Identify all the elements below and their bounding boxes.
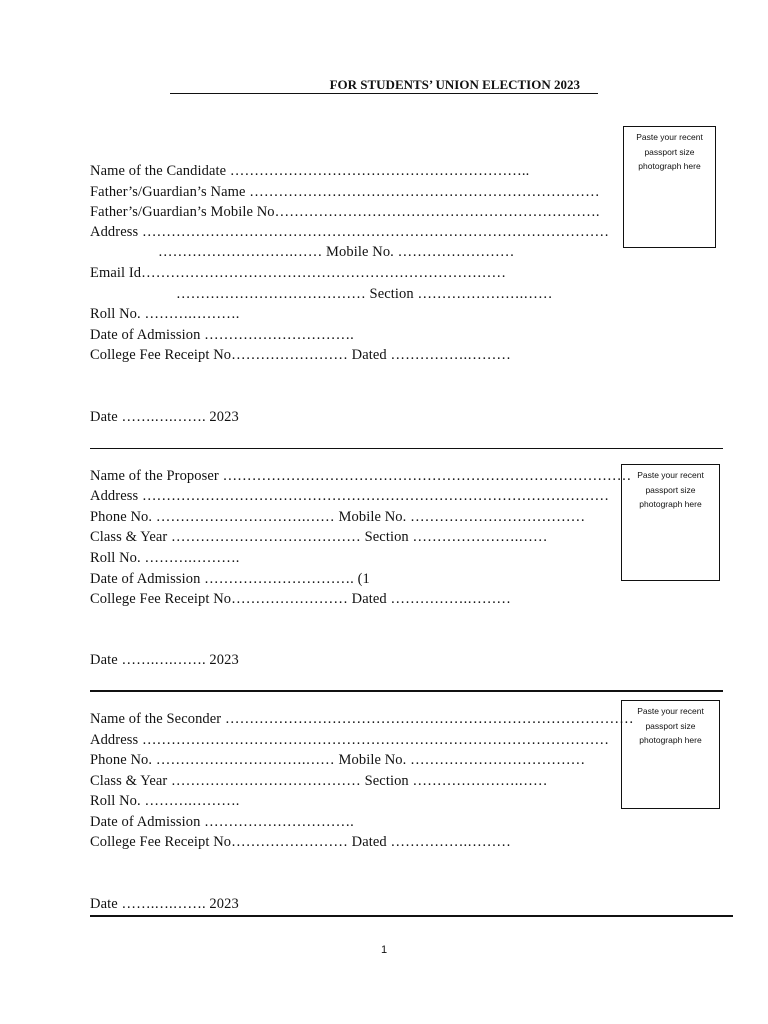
- proposer-date-field: Date …….….……. 2023: [90, 652, 239, 668]
- proposer-fee-receipt-field: College Fee Receipt No…………………… Dated …………….………: [90, 591, 512, 607]
- candidate-class-section-field: ………………………………… Section ………………….……: [176, 286, 553, 302]
- photo-box-text: passport size: [645, 720, 696, 731]
- candidate-address-mobile-field: ……………………….…… Mobile No. ……………………: [158, 244, 515, 260]
- candidate-address-field: Address ……………………………………………………………………………………: [90, 224, 610, 240]
- photo-box-text: Paste your recent: [636, 132, 703, 142]
- photo-box-text: passport size: [645, 484, 696, 495]
- seconder-phone-mobile-field: Phone No. ………………………….…… Mobile No. ………………………………: [90, 752, 586, 768]
- form-title: FOR STUDENTS’ UNION ELECTION 2023: [329, 77, 580, 92]
- candidate-guardian-mobile-field: Father’s/Guardian’s Mobile No………………………………………………………….: [90, 204, 600, 220]
- proposer-address-field: Address ……………………………………………………………………………………: [90, 488, 610, 504]
- seconder-admission-field: Date of Admission ………………………….: [90, 814, 354, 830]
- photo-box-text: passport size: [644, 146, 695, 157]
- photo-box-text: Paste your recent: [637, 470, 704, 480]
- section-divider: [90, 915, 733, 917]
- candidate-fee-receipt-field: College Fee Receipt No…………………… Dated …………….………: [90, 347, 512, 363]
- candidate-name-field: Name of the Candidate ……………………………………………………..: [90, 163, 530, 179]
- section-divider: [90, 448, 723, 449]
- seconder-class-section-field: Class & Year ………………………………… Section ………………….……: [90, 773, 548, 789]
- candidate-email-field: Email Id…………………………………………………………………: [90, 265, 507, 281]
- proposer-phone-mobile-field: Phone No. ………………………….…… Mobile No. ………………………………: [90, 509, 586, 525]
- candidate-roll-field: Roll No. ……….……….: [90, 306, 240, 322]
- proposer-roll-field: Roll No. ……….……….: [90, 550, 240, 566]
- proposer-admission-field: Date of Admission …………………………. (1: [90, 571, 370, 587]
- seconder-name-field: Name of the Seconder …………………………………………………………………………: [90, 711, 634, 727]
- section-divider: [90, 690, 723, 692]
- proposer-photo-box: [621, 464, 720, 581]
- candidate-admission-field: Date of Admission ………………………….: [90, 327, 354, 343]
- title-underline: [170, 93, 598, 94]
- photo-box-text: photograph here: [639, 499, 702, 509]
- seconder-photo-box: [621, 700, 720, 809]
- seconder-date-field: Date …….….……. 2023: [90, 896, 239, 912]
- seconder-address-field: Address ……………………………………………………………………………………: [90, 732, 610, 748]
- proposer-class-section-field: Class & Year ………………………………… Section ………………….……: [90, 529, 548, 545]
- proposer-name-field: Name of the Proposer …………………………………………………………………………: [90, 468, 632, 484]
- seconder-roll-field: Roll No. ……….……….: [90, 793, 240, 809]
- candidate-guardian-name-field: Father’s/Guardian’s Name ………………………………………………………………: [90, 184, 600, 200]
- photo-box-text: photograph here: [639, 735, 702, 745]
- photo-box-text: photograph here: [638, 161, 701, 171]
- page-number: 1: [380, 944, 388, 956]
- candidate-date-field: Date …….….……. 2023: [90, 409, 239, 425]
- photo-box-text: Paste your recent: [637, 706, 704, 716]
- candidate-photo-box: [623, 126, 716, 248]
- seconder-fee-receipt-field: College Fee Receipt No…………………… Dated …………….………: [90, 834, 512, 850]
